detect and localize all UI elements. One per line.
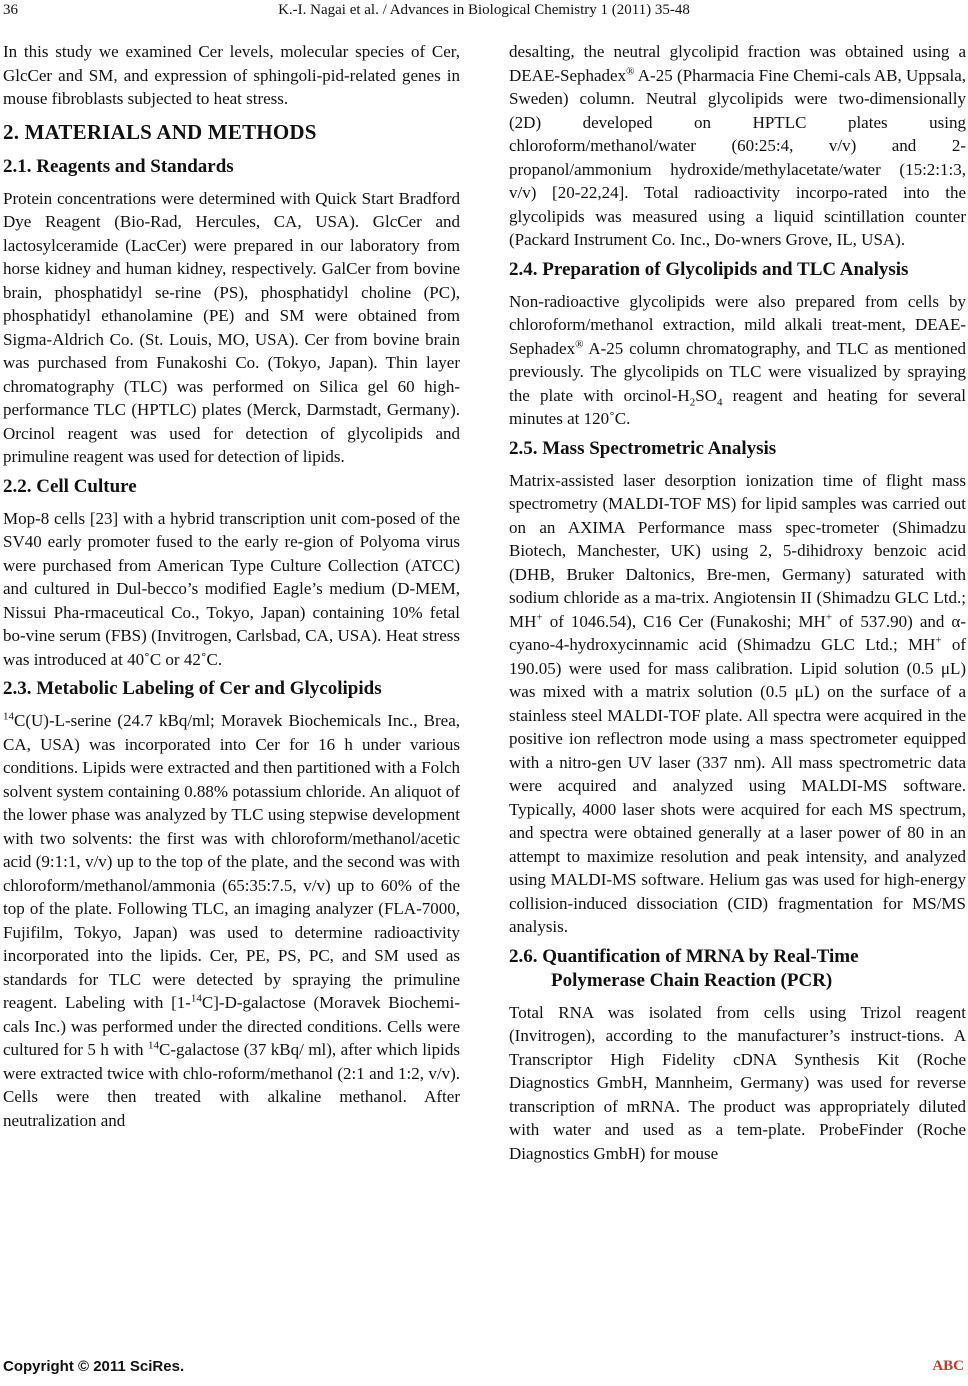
subsection-heading-2-3: 2.3. Metabolic Labeling of Cer and Glycolipids <box>3 678 382 699</box>
paragraph-2-3-part2: C]-D-galactose (Moravek Biochemi-cals Inc.) was performed under the directed conditions. Cells were cultured for 5 h with <box>3 993 460 1059</box>
paragraph-2-5-part2: of 1046.54), C16 Cer (Funakoshi; MH <box>542 611 826 631</box>
journal-abbreviation: ABC <box>932 1358 964 1374</box>
paragraph-2-5-part1: Matrix-assisted laser desorption ionization time of flight mass spectrometry (MALDI-TOF MS) for lipid samples was carried out on an AXIMA Performance mass spec-trometer (Shimadzu Biotech, Manchester, UK) using 2, 5-dihidroxy benzoic acid (DHB, Bruker Daltonics, Bre-men, Germany) saturated with sodium chloride as a ma-trix. Angiotensin II (Shimadzu GLC Ltd.; MH <box>509 470 966 631</box>
subscript: 4 <box>716 395 723 408</box>
paragraph-2-4 <box>509 290 966 431</box>
subsection-heading-2-2: 2.2. Cell Culture <box>3 475 137 497</box>
page-header <box>0 0 968 26</box>
page-number: 36 <box>3 2 18 18</box>
superscript-plus: + <box>935 634 942 647</box>
subscript: 2 <box>689 395 696 408</box>
registered-mark: ® <box>626 64 635 77</box>
subsection-heading-2-4: 2.4. Preparation of Glycolipids and TLC Analysis <box>509 258 909 280</box>
subsection-heading-2-6-line1: 2.6. Quantification of MRNA by Real-Time <box>509 945 859 967</box>
continued-paragraph <box>509 40 966 252</box>
paragraph-2-5 <box>509 469 966 939</box>
paragraph-2-3-part3: C-galactose (37 kBq/ ml), after which lipids were extracted twice with chlo-roform/methanol (2:1 and 1:2, v/v). Cells were then treated with alkaline methanol. After neutralization and <box>3 1040 460 1130</box>
intro-paragraph: In this study we examined Cer levels, molecular species of Cer, GlcCer and SM, and expression of sphingoli-pid-related genes in mouse fibroblasts subjected to heat stress. <box>3 42 460 108</box>
subsection-heading-2-5: 2.5. Mass Spectrometric Analysis <box>509 437 777 459</box>
superscript: 14 <box>3 710 14 723</box>
paragraph-2-3-part1: C(U)-L-serine (24.7 kBq/ml; Moravek Biochemicals Inc., Brea, CA, USA) was incorporated into Cer for 16 h under various conditions. Lipids were extracted and then partitioned with a Folch solvent system containing 0.88% potassium chloride. An aliquot of the lower phase was analyzed by TLC using stepwise development with two solvents: the first was with chloroform/methanol/acetic acid (9:1:1, v/v) up to the top of the plate, and the second was with chloroform/methanol/ammonia (65:35:7.5, v/v) up to 60% of the top of the plate. Following TLC, an imaging analyzer (FLA-7000, Fujifilm, Tokyo, Japan) was used to determine radioactivity incorporated into the lipids. Cer, PE, PS, PC, and SM used as standards for TLC were detected by spraying the primuline reagent. Labeling with [1- <box>3 711 460 1012</box>
subsection-heading-2-6 <box>509 945 966 993</box>
copyright-notice: Copyright © 2011 SciRes. <box>3 1358 185 1375</box>
paragraph-2-3 <box>3 709 460 1132</box>
left-column <box>3 40 460 1137</box>
superscript: 14 <box>148 1039 159 1052</box>
paragraph-2-4-part4: reagent and heating for several minutes at 120˚C. <box>509 385 967 428</box>
section-heading-materials-methods: 2. MATERIALS AND METHODS <box>3 119 317 144</box>
registered-mark: ® <box>575 337 584 350</box>
paragraph-2-1: Protein concentrations were determined with Quick Start Bradford Dye Reagent (Bio-Rad, Hercules, CA, USA). GlcCer and lactosylceramide (LacCer) were prepared in our laboratory from horse kidney and human kidney, respectively. GalCer from bovine brain, phosphatidyl se-rine (PS), phosphatidyl choline (PC), phosphatidyl ethanolamine (PE) and SM were obtained from Sigma-Aldrich Co. (St. Louis, MO, USA). Cer from bovine brain was purchased from Funakoshi Co. (Tokyo, Japan). Thin layer chromatography (TLC) was performed on Silica gel 60 high-performance TLC (HPTLC) plates (Merck, Darmstadt, Germany). Orcinol reagent was used for detection of glycolipids and primuline reagent was used for detection of lipids. <box>3 188 460 466</box>
continued-part2: A-25 (Pharmacia Fine Chemi-cals AB, Uppsala, Sweden) column. Neutral glycolipids were two-dimensionally (2D) developed on HPTLC plates using chloroform/methanol/water (60:25:4, v/v) and 2-propanol/ammonium hydroxide/methylacetate/water (15:2:1:3, v/v) [20-22,24]. Total radioactivity incorpo-rated into the glycolipids was measured using a liquid scintillation counter (Packard Instrument Co. Inc., Do-wners Grove, IL, USA). <box>509 65 966 249</box>
paragraph-2-5-part4: of 190.05) were used for mass calibration. Lipid solution (0.5 μL) was mixed with a matrix solution (0.5 μL) on the surface of a stainless steel MALDI-TOF plate. All spectra were acquired in the positive ion reflectron mode using a mass spectrometer equipped with a nitro-gen UV laser (337 nm). All mass spectrometric data were acquired and analyzed using MALDI-MS software. Typically, 4000 laser shots were acquired for each MS spectrum, and spectra were obtained generally at a laser power of 80 in an attempt to maximize resolution and peak intensity, and analyzed using MALDI-MS software. Helium gas was used for high-energy collision-induced dissociation (CID) fragmentation for MS/MS analysis. <box>509 635 966 936</box>
page-footer <box>0 1358 968 1378</box>
paragraph-2-4-part2: A-25 column chromatography, and TLC as mentioned previously. The glycolipids on TLC were visualized by spraying the plate with orcinol-H <box>509 338 966 405</box>
paragraph-2-4-part3: SO <box>695 385 717 405</box>
superscript: 14 <box>190 992 202 1005</box>
subsection-heading-2-1: 2.1. Reagents and Standards <box>3 155 234 177</box>
running-head-text: K.-I. Nagai et al. / Advances in Biological Chemistry 1 (2011) 35-48 <box>278 2 690 18</box>
continued-part1: desalting, the neutral glycolipid fraction was obtained using a DEAE-Sephadex <box>509 42 966 85</box>
superscript-plus: + <box>825 610 833 623</box>
paragraph-2-6: Total RNA was isolated from cells using Trizol reagent (Invitrogen), according to the manufacturer’s instruct-tions. A Transcriptor High Fidelity cDNA Synthesis Kit (Roche Diagnostics GmbH, Mannheim, Germany) was used for reverse transcription of mRNA. The product was appropriately diluted with water and used as a tem-plate. ProbeFinder (Roche Diagnostics GmbH) for mouse <box>509 1002 966 1163</box>
paragraph-2-4-part1: Non-radioactive glycolipids were also prepared from cells by chloroform/methanol extraction, mild alkali treat-ment, DEAE-Sephadex <box>509 291 966 358</box>
paragraph-2-2: Mop-8 cells [23] with a hybrid transcription unit com-posed of the SV40 early promoter fused to the early re-gion of Polyoma virus were purchased from American Type Culture Collection (ATCC) and cultured in Dul-becco’s modified Eagle’s medium (D-MEM, Nissui Pha-rmaceutical Co., Tokyo, Japan) containing 10% fetal bo-vine serum (FBS) (Invitrogen, Carlsbad, CA, USA). Heat stress was introduced at 40˚C or 42˚C. <box>3 508 460 669</box>
right-column <box>509 40 966 1170</box>
running-head <box>0 2 968 19</box>
subsection-heading-2-6-line2: Polymerase Chain Reaction (PCR) <box>551 969 833 991</box>
superscript-plus: + <box>536 610 543 623</box>
paragraph-2-5-part3: of 537.90) and α-cyano-4-hydroxycinnamic acid (Shimadzu GLC Ltd.; MH <box>509 611 967 654</box>
